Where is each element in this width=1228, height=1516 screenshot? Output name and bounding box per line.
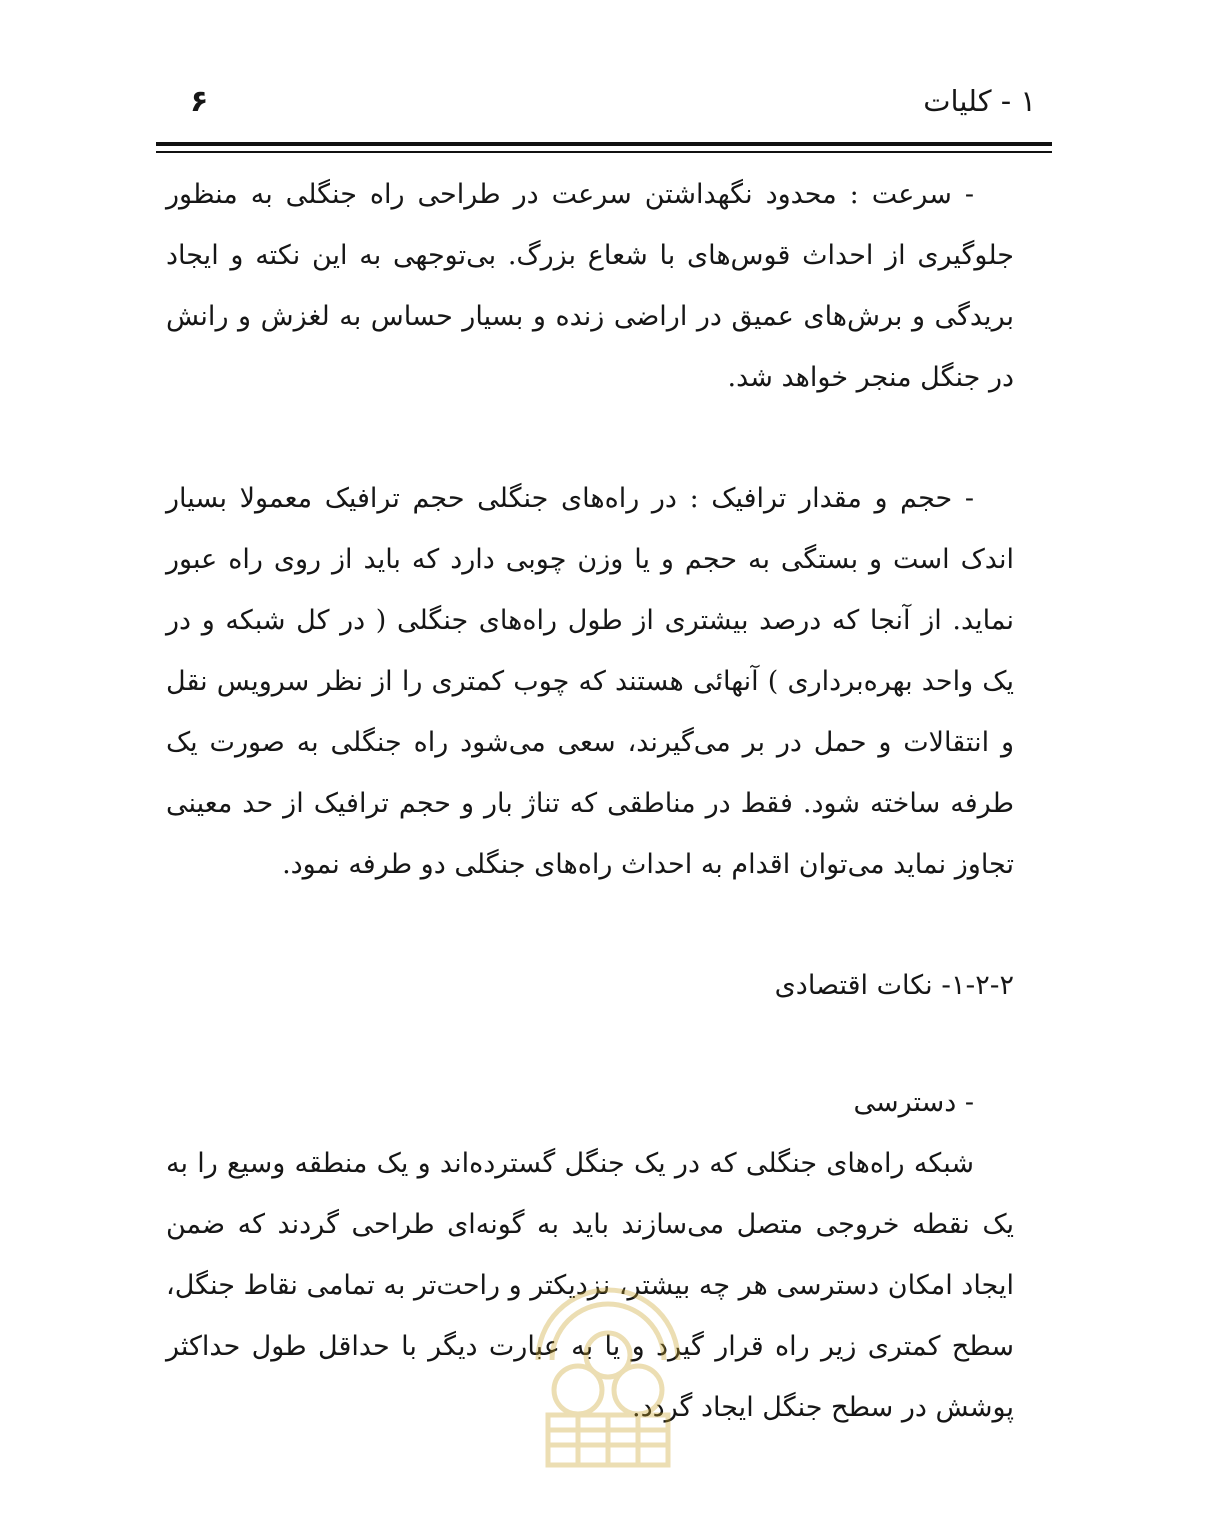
page-body <box>166 164 1014 1438</box>
spacer <box>166 1016 1014 1072</box>
paragraph-speed: - سرعت : محدود نگهداشتن سرعت در طراحی راه جنگلی به منظور جلوگیری از احداث قوس‌های با شعاع بزرگ. بی‌توجهی به این نکته و ایجاد بریدگی و برش‌های عمیق در اراضی زنده و بسیار حساس به لغزش و رانش در جنگل منجر خواهد شد. <box>166 179 1014 393</box>
page-header <box>158 82 1050 132</box>
spacer <box>166 408 1014 468</box>
section-heading: ۱-۲-۲- نکات اقتصادی <box>774 970 1014 1001</box>
paragraph-access: شبکه راه‌های جنگلی که در یک جنگل گسترده‌اند و یک منطقه وسیع را به یک نقطه خروجی متصل می‌سازند باید به گونه‌ای طراحی گردند که ضمن ایجاد امکان دسترسی هر چه بیشتر، نزدیکتر و راحت‌تر به تمامی نقاط جنگل، سطح کمتری زیر راه قرار گیرد و یا به عبارت دیگر با حداقل طول حداکثر پوشش در سطح جنگل ایجاد گردد. <box>166 1148 1014 1423</box>
header-rule-thick <box>156 142 1052 146</box>
header-rule-thin <box>156 151 1052 153</box>
page-number: ۶ <box>190 84 209 119</box>
spacer <box>166 895 1014 955</box>
paragraph-traffic: - حجم و مقدار ترافیک : در راه‌های جنگلی حجم ترافیک معمولا بسیار اندک است و بستگی به حجم و یا وزن چوبی دارد که باید از روی راه عبور نماید. از آنجا که درصد بیشتری از طول راه‌های جنگلی ( در کل شبکه و در یک واحد بهره‌برداری ) آنهائی هستند که چوب کمتری را از نظر سرویس نقل و انتقالات و حمل در بر می‌گیرند، سعی می‌شود راه جنگلی به صورت یک طرفه ساخته شود. فقط در مناطقی که تناژ بار و حجم ترافیک از حد معینی تجاوز نماید می‌توان اقدام به احداث راه‌های جنگلی دو طرفه نمود. <box>166 483 1014 880</box>
chapter-title: ۱ - کلیات <box>923 84 1036 118</box>
access-title: - دسترسی <box>853 1087 974 1118</box>
